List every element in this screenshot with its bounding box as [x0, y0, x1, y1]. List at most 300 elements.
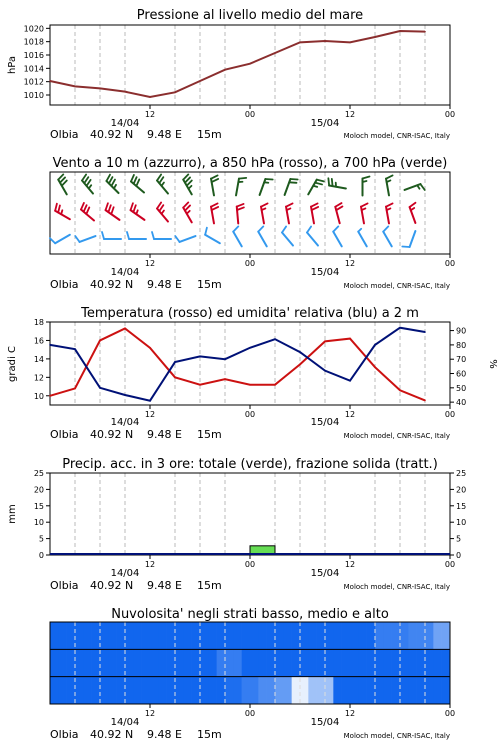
precip-location-alt: 15m [197, 579, 222, 592]
wind-barb-feather [81, 203, 84, 210]
pressure-y-tick-label: 1014 [23, 64, 44, 74]
pressure-y-tick-label: 1010 [23, 91, 44, 100]
wind-barb-feather [50, 238, 55, 243]
cloud-cell-medio [267, 649, 276, 676]
wind-barb-staff [205, 235, 220, 244]
wind-barb-feather [282, 226, 286, 232]
cloud-cell-basso [192, 677, 201, 704]
cloud-cell-basso [158, 677, 167, 704]
pressure-date-label: 14/04 [110, 118, 140, 129]
cloud-cell-basso [100, 677, 109, 704]
wind-barb-half-feather [162, 183, 164, 186]
cloud-cell-medio [442, 649, 451, 676]
wind-barb-feather [102, 232, 104, 239]
wind-barb-10m [282, 226, 293, 245]
cloud-cell-basso [300, 677, 309, 704]
wind-barb-700hpa [211, 175, 218, 195]
precip-y-axis-label: mm [7, 504, 18, 524]
cloud-cell-medio [233, 649, 242, 676]
cloud-cell-basso [142, 677, 151, 704]
cloud-cell-basso [108, 677, 117, 704]
cloud-cell-basso [283, 677, 292, 704]
wind-date-label: 15/04 [310, 267, 340, 278]
cloud-cell-basso [275, 677, 284, 704]
temperature-point [374, 366, 376, 368]
wind-barb-700hpa [308, 180, 324, 195]
wind-x-tick-label: 12 [344, 259, 356, 268]
temperature-point [224, 378, 226, 380]
cloud-cell-alto [317, 622, 326, 649]
wind-x-tick-label: 00 [444, 259, 456, 268]
wind-barb-850hpa [237, 204, 244, 224]
wind-barb-10m [333, 226, 342, 246]
cloud-cell-medio [242, 649, 251, 676]
wind-barb-feather [157, 202, 161, 208]
precip-location-place: Olbia [50, 579, 79, 592]
cloud-cell-medio [133, 649, 142, 676]
cloud-cell-basso [433, 677, 442, 704]
temperature-point [299, 364, 301, 366]
pressure-point [399, 30, 401, 32]
wind-barb-half-feather [417, 185, 419, 188]
temperature-point [199, 384, 201, 386]
temperature-point [424, 400, 426, 402]
humidity-point [399, 327, 401, 329]
cloud-cell-basso [400, 677, 409, 704]
wind-barb-feather [307, 226, 311, 232]
wind-barb-feather [361, 203, 368, 206]
pressure-title: Pressione al livello medio del mare [136, 8, 364, 23]
wind-location-place: Olbia [50, 278, 79, 291]
wind-barb-feather [237, 204, 244, 207]
precip-date-label: 15/04 [310, 568, 340, 579]
cloud-cell-alto [200, 622, 209, 649]
pressure-date-label: 15/04 [310, 118, 340, 129]
cloud-cell-alto [175, 622, 184, 649]
cloud-cell-basso [250, 677, 259, 704]
wind-barb-half-feather [313, 186, 317, 187]
rh-y-axis-label: % [487, 359, 498, 369]
cloud-cell-alto [58, 622, 67, 649]
wind-barb-850hpa [361, 203, 368, 223]
wind-barb-half-feather [358, 229, 361, 232]
cloud-cell-medio [167, 649, 176, 676]
cloud-cell-medio [292, 649, 301, 676]
wind-barb-feather [386, 203, 393, 206]
cloud-cell-basso [183, 677, 192, 704]
temp-rh-y-right-tick-label: 60 [456, 369, 467, 379]
wind-barb-staff [233, 232, 242, 247]
cloud-cell-medio [383, 649, 392, 676]
humidity-point [299, 351, 301, 353]
wind-barb-feather [286, 203, 293, 206]
cloud-cell-alto [292, 622, 301, 649]
cloud-cell-alto [283, 622, 292, 649]
pressure-point [149, 96, 151, 98]
wind-barb-feather [332, 179, 333, 186]
wind-barb-10m [102, 232, 121, 239]
wind-barb-10m [127, 232, 146, 239]
cloud-cell-medio [317, 649, 326, 676]
wind-barb-feather [265, 179, 272, 180]
cloud-cell-alto [350, 622, 359, 649]
pressure-point [249, 63, 251, 65]
wind-barb-half-feather [411, 208, 414, 210]
cloud-cell-basso [58, 677, 67, 704]
cloud-cell-alto [125, 622, 134, 649]
wind-barb-850hpa [335, 203, 342, 223]
temperature-point [99, 340, 101, 342]
temp-rh-location-lat: 40.92 N [90, 428, 134, 441]
pressure-point [199, 80, 201, 82]
cloud-cell-alto [92, 622, 101, 649]
cloud-cell-medio [100, 649, 109, 676]
cloud-cell-medio [225, 649, 234, 676]
precip-x-tick-label: 12 [344, 560, 356, 569]
cloud-cell-basso [325, 677, 334, 704]
temperature-point [399, 389, 401, 391]
cloud-cell-alto [167, 622, 176, 649]
precip-y-tick-label: 15 [33, 501, 44, 511]
cloud-cell-alto [300, 622, 309, 649]
wind-barb-feather [111, 207, 113, 214]
cloud-cell-alto [400, 622, 409, 649]
cloud-cell-medio [142, 649, 151, 676]
temperature-point [349, 338, 351, 340]
wind-credit: Moloch model, CNR-ISAC, Italy [343, 282, 450, 290]
temp-rh-x-tick-label: 00 [444, 410, 456, 419]
wind-barb-feather [336, 206, 342, 210]
wind-barb-850hpa [286, 203, 293, 223]
cloud-cell-basso [233, 677, 242, 704]
wind-barb-feather [58, 205, 60, 212]
cloud-cell-medio [283, 649, 292, 676]
wind-barb-feather [175, 236, 179, 242]
cloud-cell-alto [233, 622, 242, 649]
wind-barb-10m [233, 226, 242, 246]
cloud-cell-alto [425, 622, 434, 649]
cloud-cell-medio [158, 649, 167, 676]
cloud-cell-basso [67, 677, 76, 704]
temp-y-axis-label: gradi C [7, 346, 18, 382]
wind-barb-feather [159, 205, 163, 211]
precip-y-right-tick-label: 0 [456, 551, 462, 560]
cloud-cell-medio [250, 649, 259, 676]
cloud-cell-basso [225, 677, 234, 704]
precip-plot-frame [50, 473, 450, 555]
cloud-cell-alto [367, 622, 376, 649]
pressure-x-tick-label: 12 [144, 110, 156, 119]
wind-barb-staff [383, 232, 392, 247]
wind-date-label: 14/04 [110, 267, 140, 278]
pressure-y-tick-label: 1020 [23, 24, 44, 34]
pressure-location-place: Olbia [50, 128, 79, 141]
cloud-cell-medio [325, 649, 334, 676]
cloud-cell-alto [50, 622, 59, 649]
temp-rh-date-label: 14/04 [110, 417, 140, 428]
precip-x-tick-label: 00 [444, 560, 456, 569]
humidity-point [49, 344, 51, 346]
pressure-plot-frame [50, 25, 450, 105]
temperature-point [174, 377, 176, 379]
cloud-cell-medio [92, 649, 101, 676]
wind-x-tick-label: 12 [144, 259, 156, 268]
cloud-cell-alto [242, 622, 251, 649]
temperature-point [249, 384, 251, 386]
cloud-cell-medio [58, 649, 67, 676]
wind-barb-850hpa [261, 203, 268, 223]
temp-rh-location-lon: 9.48 E [147, 428, 182, 441]
wind-barb-staff [157, 208, 168, 221]
wind-barb-feather [335, 203, 341, 207]
wind-barb-700hpa [328, 178, 345, 188]
cloud-cell-medio [200, 649, 209, 676]
pressure-y-axis-label: hPa [7, 55, 18, 75]
wind-barb-700hpa [131, 175, 144, 193]
cloud-cell-basso [350, 677, 359, 704]
cloud-cell-basso [83, 677, 92, 704]
wind-barb-staff [183, 208, 192, 223]
wind-barb-10m [307, 226, 318, 245]
cloud-cell-basso [383, 677, 392, 704]
wind-barb-staff [260, 179, 266, 195]
wind-location-alt: 15m [197, 278, 222, 291]
pressure-point [374, 36, 376, 38]
pressure-point [74, 86, 76, 88]
wind-x-tick-label: 00 [244, 259, 256, 268]
humidity-point [324, 370, 326, 372]
cloud-cell-medio [400, 649, 409, 676]
cloud-cell-medio [67, 649, 76, 676]
wind-barb-staff [358, 232, 367, 247]
pressure-x-tick-label: 12 [344, 110, 356, 119]
cloud-cell-basso [92, 677, 101, 704]
pressure-location-alt: 15m [197, 128, 222, 141]
cloud-cell-medio [367, 649, 376, 676]
wind-barb-feather [239, 178, 246, 179]
wind-barb-850hpa [410, 203, 416, 223]
temp-rh-y-tick-label: 12 [33, 373, 44, 383]
precip-y-tick-label: 0 [38, 551, 44, 560]
temp-rh-y-tick-label: 16 [33, 336, 44, 346]
wind-barb-feather [157, 174, 161, 180]
precip-title: Precip. acc. in 3 ore: totale (verde), frazione solida (tratt.) [62, 457, 438, 472]
wind-barb-700hpa [405, 184, 425, 190]
temp-rh-y-right-tick-label: 40 [456, 398, 467, 408]
cloud-cell-alto [358, 622, 367, 649]
wind-barb-feather [82, 174, 86, 180]
cloud-credit: Moloch model, CNR-ISAC, Italy [343, 732, 450, 740]
cloud-cell-basso [125, 677, 134, 704]
cloud-cell-medio [150, 649, 159, 676]
wind-barb-feather [55, 204, 57, 211]
cloud-cell-alto [392, 622, 401, 649]
cloud-x-tick-label: 12 [344, 709, 356, 718]
cloud-cell-alto [433, 622, 442, 649]
wind-barb-feather [134, 177, 137, 184]
temperature-point [149, 347, 151, 349]
cloud-cell-basso [375, 677, 384, 704]
cloud-cell-basso [417, 677, 426, 704]
wind-barb-850hpa [386, 203, 393, 223]
temperature-point [49, 395, 51, 397]
precip-y-tick-label: 25 [33, 469, 44, 478]
wind-barb-700hpa [260, 179, 273, 195]
precip-credit: Moloch model, CNR-ISAC, Italy [343, 583, 450, 591]
precip-y-tick-label: 20 [33, 485, 44, 495]
wind-barb-feather [290, 179, 297, 180]
wind-barb-feather [108, 205, 110, 212]
temperature-point [324, 341, 326, 343]
temp-rh-date-label: 15/04 [310, 417, 340, 428]
cloud-cell-alto [150, 622, 159, 649]
wind-barb-feather [383, 226, 388, 231]
precip-y-right-tick-label: 10 [456, 518, 467, 528]
wind-barb-feather [133, 205, 135, 212]
cloud-cell-basso [367, 677, 376, 704]
wind-barb-half-feather [162, 211, 164, 214]
wind-barb-feather [84, 205, 87, 212]
wind-barb-feather [211, 175, 218, 178]
wind-barb-feather [159, 177, 163, 183]
cloud-cell-basso [200, 677, 209, 704]
wind-barb-10m [75, 236, 95, 242]
cloud-cell-alto [408, 622, 417, 649]
wind-barb-feather [111, 180, 115, 186]
cloud-cell-basso [217, 677, 226, 704]
wind-barb-700hpa [58, 174, 67, 194]
wind-barb-half-feather [61, 210, 62, 214]
wind-barb-staff [258, 232, 267, 247]
cloud-cell-medio [350, 649, 359, 676]
precip-y-right-tick-label: 5 [456, 534, 462, 544]
humidity-point [74, 348, 76, 350]
temp-rh-y-right-tick-label: 50 [456, 383, 467, 393]
wind-barb-700hpa [285, 179, 298, 195]
wind-barb-feather [233, 226, 238, 231]
wind-barb-feather [315, 183, 322, 185]
humidity-point [274, 338, 276, 340]
wind-barb-feather [205, 228, 207, 235]
temp-rh-location-alt: 15m [197, 428, 222, 441]
wind-barb-feather [289, 182, 296, 183]
cloud-cell-medio [425, 649, 434, 676]
cloud-cell-medio [175, 649, 184, 676]
wind-barb-10m [175, 236, 195, 242]
temp-rh-credit: Moloch model, CNR-ISAC, Italy [343, 432, 450, 440]
cloud-date-label: 14/04 [110, 717, 140, 728]
cloud-cell-medio [408, 649, 417, 676]
precip-x-tick-label: 00 [244, 560, 256, 569]
precip-date-label: 14/04 [110, 568, 140, 579]
cloud-cell-basso [133, 677, 142, 704]
cloud-cell-medio [333, 649, 342, 676]
pressure-y-tick-label: 1018 [23, 37, 44, 47]
temp-rh-x-tick-label: 12 [144, 410, 156, 419]
cloud-cell-medio [83, 649, 92, 676]
cloud-cell-alto [325, 622, 334, 649]
cloud-cell-alto [442, 622, 451, 649]
pressure-point [299, 42, 301, 44]
wind-barb-700hpa [363, 177, 370, 196]
wind-barb-feather [211, 203, 218, 206]
wind-barb-700hpa [157, 174, 168, 193]
cloud-x-tick-label: 00 [444, 709, 456, 718]
cloud-cell-basso [408, 677, 417, 704]
cloud-cell-alto [342, 622, 351, 649]
cloud-cell-basso [50, 677, 59, 704]
wind-barb-half-feather [189, 186, 192, 189]
cloud-cell-medio [208, 649, 217, 676]
wind-barb-feather [258, 226, 263, 231]
wind-barb-staff [80, 236, 96, 242]
cloud-location-alt: 15m [197, 728, 222, 741]
cloud-cell-alto [117, 622, 126, 649]
cloud-cell-alto [308, 622, 317, 649]
wind-barb-feather [261, 203, 268, 206]
wind-barb-feather [317, 180, 324, 182]
cloud-cell-alto [267, 622, 276, 649]
cloud-cell-basso [358, 677, 367, 704]
wind-barb-10m [258, 226, 267, 246]
cloud-cell-alto [417, 622, 426, 649]
wind-barb-feather [402, 246, 409, 247]
cloud-cell-medio [258, 649, 267, 676]
wind-barb-850hpa [183, 202, 192, 222]
wind-barb-feather [152, 232, 154, 239]
wind-barb-700hpa [106, 175, 118, 193]
cloud-cell-medio [108, 649, 117, 676]
wind-barb-staff [307, 232, 318, 245]
pressure-y-tick-label: 1016 [23, 51, 44, 60]
wind-barb-850hpa [106, 203, 120, 220]
wind-barb-staff [55, 235, 70, 244]
wind-barb-staff [236, 179, 239, 196]
wind-barb-10m [383, 226, 392, 246]
wind-location-lat: 40.92 N [90, 278, 134, 291]
cloud-cell-alto [217, 622, 226, 649]
temp-rh-x-tick-label: 12 [344, 410, 356, 419]
pressure-point [324, 40, 326, 42]
cloud-cell-alto [333, 622, 342, 649]
wind-barb-850hpa [157, 202, 168, 221]
cloud-cell-medio [192, 649, 201, 676]
wind-barb-feather [420, 184, 424, 190]
humidity-point [124, 394, 126, 396]
humidity-point [199, 356, 201, 358]
wind-barb-feather [109, 177, 113, 183]
cloud-location-place: Olbia [50, 728, 79, 741]
temp-rh-y-tick-label: 10 [33, 391, 44, 401]
wind-barb-feather [386, 175, 393, 178]
wind-barb-10m [152, 232, 171, 239]
cloud-cell-medio [75, 649, 84, 676]
cloud-cell-alto [383, 622, 392, 649]
wind-barb-feather [75, 236, 79, 242]
cloud-title: Nuvolosita' negli strati basso, medio e alto [111, 607, 389, 622]
wind-barb-staff [329, 186, 346, 189]
wind-barb-half-feather [89, 185, 91, 188]
cloud-x-tick-label: 00 [244, 709, 256, 718]
wind-barb-700hpa [183, 174, 192, 194]
humidity-point [249, 347, 251, 349]
wind-barb-feather [312, 207, 319, 210]
cloud-cell-basso [242, 677, 251, 704]
cloud-cell-alto [67, 622, 76, 649]
cloud-cell-alto [83, 622, 92, 649]
wind-barb-700hpa [386, 175, 393, 195]
temp-rh-title: Temperatura (rosso) ed umidita' relativa (blu) a 2 m [81, 306, 419, 321]
